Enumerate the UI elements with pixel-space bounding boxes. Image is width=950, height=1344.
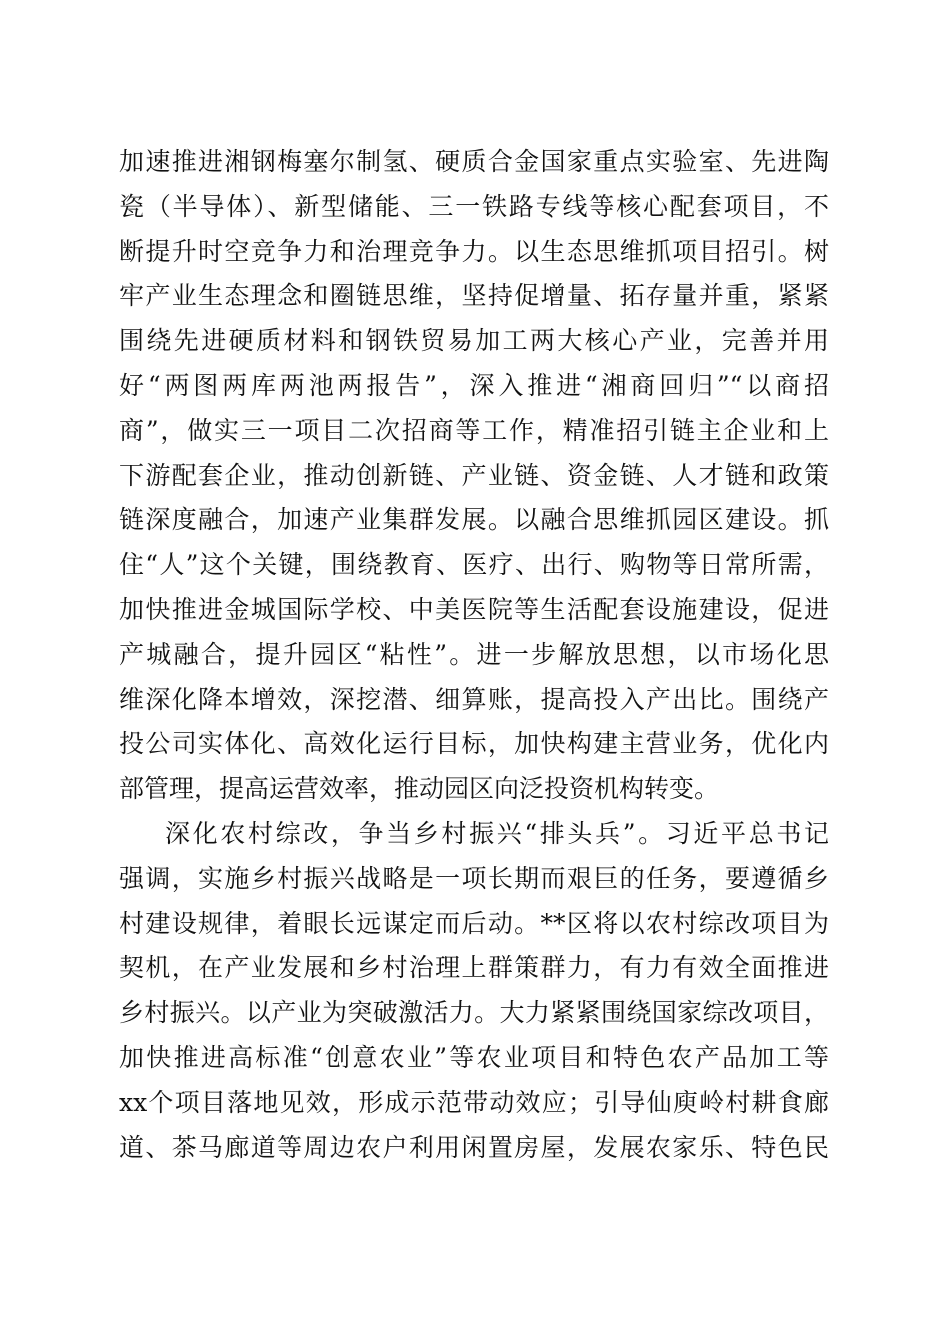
text-line: 围绕先进硬质材料和钢铁贸易加工两大核心产业，完善并用 [119, 326, 829, 356]
text-line: 强调，实施乡村振兴战略是一项长期而艰巨的任务，要遵循乡 [119, 863, 829, 893]
text-line: 村建设规律，着眼长远谋定而后动。**区将以农村综改项目为 [119, 908, 829, 938]
text-line: 牢产业生态理念和圈链思维，坚持促增量、拓存量并重，紧紧 [119, 281, 829, 311]
text-line: 住“人”这个关键，围绕教育、医疗、出行、购物等日常所需， [119, 550, 829, 580]
text-line: 投公司实体化、高效化运行目标，加快构建主营业务，优化内 [119, 729, 829, 759]
text-line: 深化农村综改，争当乡村振兴“排头兵”。习近平总书记 [165, 818, 829, 848]
paragraph [119, 140, 829, 812]
paragraph [119, 812, 829, 1170]
text-line: 乡村振兴。以产业为突破激活力。大力紧紧围绕国家综改项目， [119, 998, 829, 1028]
text-line: 部管理，提高运营效率，推动园区向泛投资机构转变。 [119, 774, 720, 804]
text-line: 维深化降本增效，深挖潜、细算账，提高投入产出比。围绕产 [119, 684, 829, 714]
body-text [119, 140, 829, 1170]
text-line: 加速推进湘钢梅塞尔制氢、硬质合金国家重点实验室、先进陶 [119, 147, 829, 176]
text-line: xx个项目落地见效，形成示范带动效应；引导仙庾岭村耕食廊 [119, 1087, 829, 1117]
text-line: 道、茶马廊道等周边农户利用闲置房屋，发展农家乐、特色民 [119, 1132, 829, 1162]
text-line: 产城融合，提升园区“粘性”。进一步解放思想，以市场化思 [119, 639, 829, 669]
text-line: 加快推进高标准“创意农业”等农业项目和特色农产品加工等 [119, 1042, 829, 1072]
text-line: 商”，做实三一项目二次招商等工作，精准招引链主企业和上 [119, 415, 829, 445]
text-line: 好“两图两库两池两报告”，深入推进“湘商回归”“以商招 [119, 370, 829, 400]
text-line: 链深度融合，加速产业集群发展。以融合思维抓园区建设。抓 [119, 505, 829, 535]
text-line: 瓷（半导体）、新型储能、三一铁路专线等核心配套项目，不 [119, 191, 829, 221]
text-line: 断提升时空竞争力和治理竞争力。以生态思维抓项目招引。树 [119, 236, 829, 266]
text-line: 加快推进金城国际学校、中美医院等生活配套设施建设，促进 [119, 594, 829, 624]
text-line: 契机，在产业发展和乡村治理上群策群力，有力有效全面推进 [119, 953, 829, 983]
text-line: 下游配套企业，推动创新链、产业链、资金链、人才链和政策 [119, 460, 829, 490]
